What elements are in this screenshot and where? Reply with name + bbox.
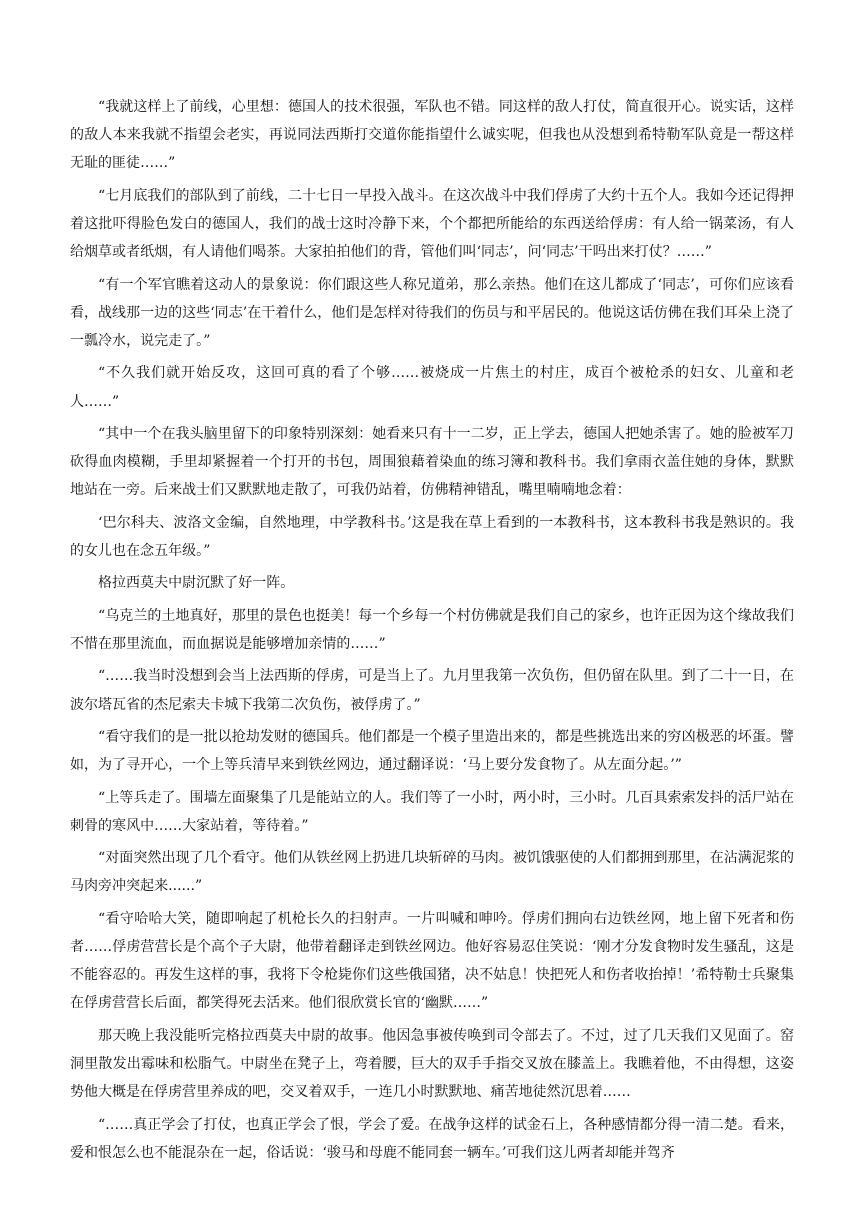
paragraph-3: “有一个军官瞧着这动人的景象说：你们跟这些人称兄道弟，那么亲热。他们在这儿都成了‘同志’，可你们应该看看，战线那一边的这些‘同志’在干着什么，他们是怎样对待我们的伤员与和平居民的。他说这话仿佛在我们耳朵上浇了一瓢冷水，说完走了。” — [70, 276, 794, 349]
paragraph-6: ‘巴尔科夫、波洛文金编，自然地理，中学教科书。’这是我在草上看到的一本教科书，这本教科书我是熟识的。我的女儿也在念五年级。” — [70, 514, 794, 559]
paragraph-14: 那天晚上我没能听完格拉西莫夫中尉的故事。他因急事被传唤到司令部去了。不过，过了几天我们又见面了。窑洞里散发出霉味和松脂气。中尉坐在凳子上，弯着腰，巨大的双手手指交叉放在膝盖上。我瞧着他，不由得想，这姿势他大概是在俘虏营里养成的吧，交叉着双手，一连几小时默默地、痛苦地徒然沉思着…… — [70, 1027, 794, 1101]
paragraph-5: “其中一个在我头脑里留下的印象特别深刻：她看来只有十一二岁，正上学去，德国人把她杀害了。她的脸被军刀砍得血肉模糊，手里却紧握着一个打开的书包，周围狼藉着染血的练习簿和教科书。我们拿雨衣盖住她的身体，默默地站在一旁。后来战士们又默默地走散了，可我仍站着，仿佛精神错乱，嘴里喃喃地念着： — [70, 425, 794, 499]
paragraph-1: “我就这样上了前线，心里想：德国人的技术很强，军队也不错。同这样的敌人打仗，简直很开心。说实话，这样的敌人本来我就不指望会老实，再说同法西斯打交道你能指望什么诚实呢，但我也从没想到希特勒军队竟是一帮这样无耻的匪徒……” — [70, 99, 794, 172]
paragraph-13: “看守哈哈大笑，随即响起了机枪长久的扫射声。一片叫喊和呻吟。俘虏们拥向右边铁丝网，地上留下死者和伤者……俘虏营营长是个高个子大尉，他带着翻译走到铁丝网边。他好容易忍住笑说：‘刚才分发食物时发生骚乱，这是不能容忍的。再发生这样的事，我将下令枪毙你们这些俄国猪，决不姑息！快把死人和伤者收抬掉！’希特勒士兵聚集在俘虏营营长后面，都笑得死去活来。他们很欣赏长官的‘幽默……” — [70, 910, 794, 1012]
paragraph-7: 格拉西莫夫中尉沉默了好一阵。 — [98, 575, 295, 592]
document-body — [70, 93, 794, 1171]
paragraph-8: “乌克兰的土地真好，那里的景色也挺美！每一个乡每一个村仿佛就是我们自己的家乡，也许正因为这个缘故我们不惜在那里流血，而血据说是能够增加亲情的……” — [70, 607, 794, 652]
paragraph-9: “……我当时没想到会当上法西斯的俘虏，可是当上了。九月里我第一次负伤，但仍留在队里。到了二十一日，在波尔塔瓦省的杰尼索夫卡城下我第二次负伤，被俘虏了。” — [70, 668, 794, 713]
paragraph-2: “七月底我们的部队到了前线，二十七日一早投入战斗。在这次战斗中我们俘虏了大约十五个人。我如今还记得押着这批吓得脸色发白的德国人，我们的战士这时冷静下来，个个都把所能给的东西送给俘虏：有人给一锅菜汤，有人给烟草或者纸烟，有人请他们喝茶。大家拍拍他们的背，管他们叫‘同志’，问‘同志’干吗出来打仗？……” — [70, 187, 794, 261]
paragraph-11: “上等兵走了。围墙左面聚集了几是能站立的人。我们等了一小时，两小时，三小时。几百具索索发抖的活尸站在刺骨的寒风中……大家站着，等待着。” — [70, 789, 794, 834]
paragraph-10: “看守我们的是一批以抢劫发财的德国兵。他们都是一个模子里造出来的，都是些挑选出来的穷凶极恶的坏蛋。譬如，为了寻开心，一个上等兵清早来到铁丝网边，通过翻译说：‘马上要分发食物了。从左面分起。’” — [70, 728, 794, 774]
paragraph-12: “对面突然出现了几个看守。他们从铁丝网上扔进几块斩碎的马肉。被饥饿驱使的人们都拥到那里，在沾满泥浆的马肉旁冲突起来......” — [70, 850, 794, 895]
paragraph-15: “……真正学会了打仗，也真正学会了恨，学会了爱。在战争这样的试金石上，各种感情都分得一清二楚。看来，爱和恨怎么也不能混杂在一起，俗话说：‘骏马和母鹿不能同套一辆车。’可我们这儿两者却能并驾齐 — [70, 1116, 794, 1161]
paragraph-4: “不久我们就开始反攻，这回可真的看了个够……被烧成一片焦土的村庄，成百个被枪杀的妇女、儿童和老人……” — [70, 365, 794, 410]
